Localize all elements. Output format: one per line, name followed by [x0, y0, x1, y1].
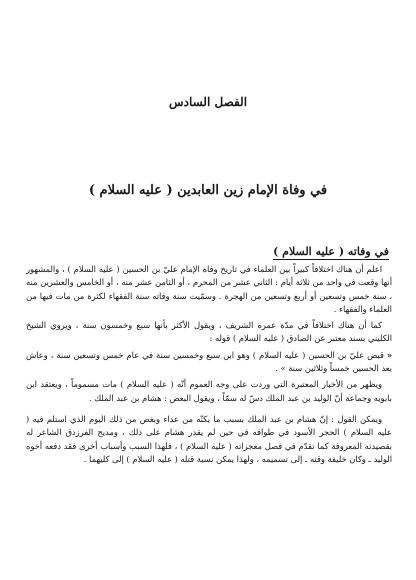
- section-heading: في وفاته ( عليه السلام ): [273, 245, 389, 258]
- chapter-title: الفصل السادس: [168, 95, 248, 109]
- paragraph-hisham: ويمكن القول : إنّ هشام بن عبد الملك بسبب ما يكنّه من عداء وبغض من ذلك اليوم الذي استلم فيه ( عليه السلام ) الحجر الأسود في طوافه في حين لم يقدر هشام على ذلك ، ومديح الفرزدق الشاعر له بقصيدته المعروفة كما تقدّم في فصل معجزاته ( عليه السلام ) ، فلهذا السبب وأسباب أخرى فقد دفعه أخوه الوليد ـ وكان خليفة وقته ـ إلى تسميمه ، ولهذا يمكن نسبة قتله ( عليه السلام ) إلى كليهما .: [26, 413, 392, 464]
- paragraph-poisoning: ويظهر من الأخبار المعتبرة التي وردت على وجه العموم أنّه ( عليه السلام ) مات مسموماً ، ويعتقد ابن بابويه وجماعة أنّ الوليد بن عبد الملك دسّ له سمّاً ، ويقول البعض : هشام بن عبد الملك .: [26, 379, 392, 403]
- quote-mark: «: [386, 349, 392, 360]
- quote-bullet: [26, 349, 392, 376]
- paragraph-age: كما أن هناك اختلافاً في مدّة عمره الشريف ، ويقول الأكثر بأنها سبع وخمسون سنة ، ويروي الشيخ الكليني بسند معتبر عن الصادق ( عليه السلام ) قوله :: [26, 320, 392, 344]
- main-heading: في وفاة الإمام زين العابدين ( عليه السلام ): [88, 183, 328, 198]
- quote-text: قبض عليّ بن الحسين ( عليه السلام ) وهو ابن سبع وخمسين سنة في عام خمس وتسعين سنة ، وعاش بعد الحسين خمساً وثلاثين سنة » .: [26, 349, 392, 374]
- paragraph-date-of-death: اعلم أن هناك اختلافاً كبيراً بين العلماء في تاريخ وفاة الإمام عليّ بن الحسين ( عليه السلام ) ، والمشهور أنها وقعت في واحد من ثلاثة أيام : الثاني عشر من المحرم ، أو الثامن عشر منه ، أو الخامس والعشرين منه ، سنة خمس وتسعين أو أربع وتسعين من الهجرة . وسمّيت سنة وفاته سنة الفقهاء لكثرة من مات فيها من العلماء والفقهاء .: [26, 264, 392, 314]
- body-text: [26, 263, 392, 474]
